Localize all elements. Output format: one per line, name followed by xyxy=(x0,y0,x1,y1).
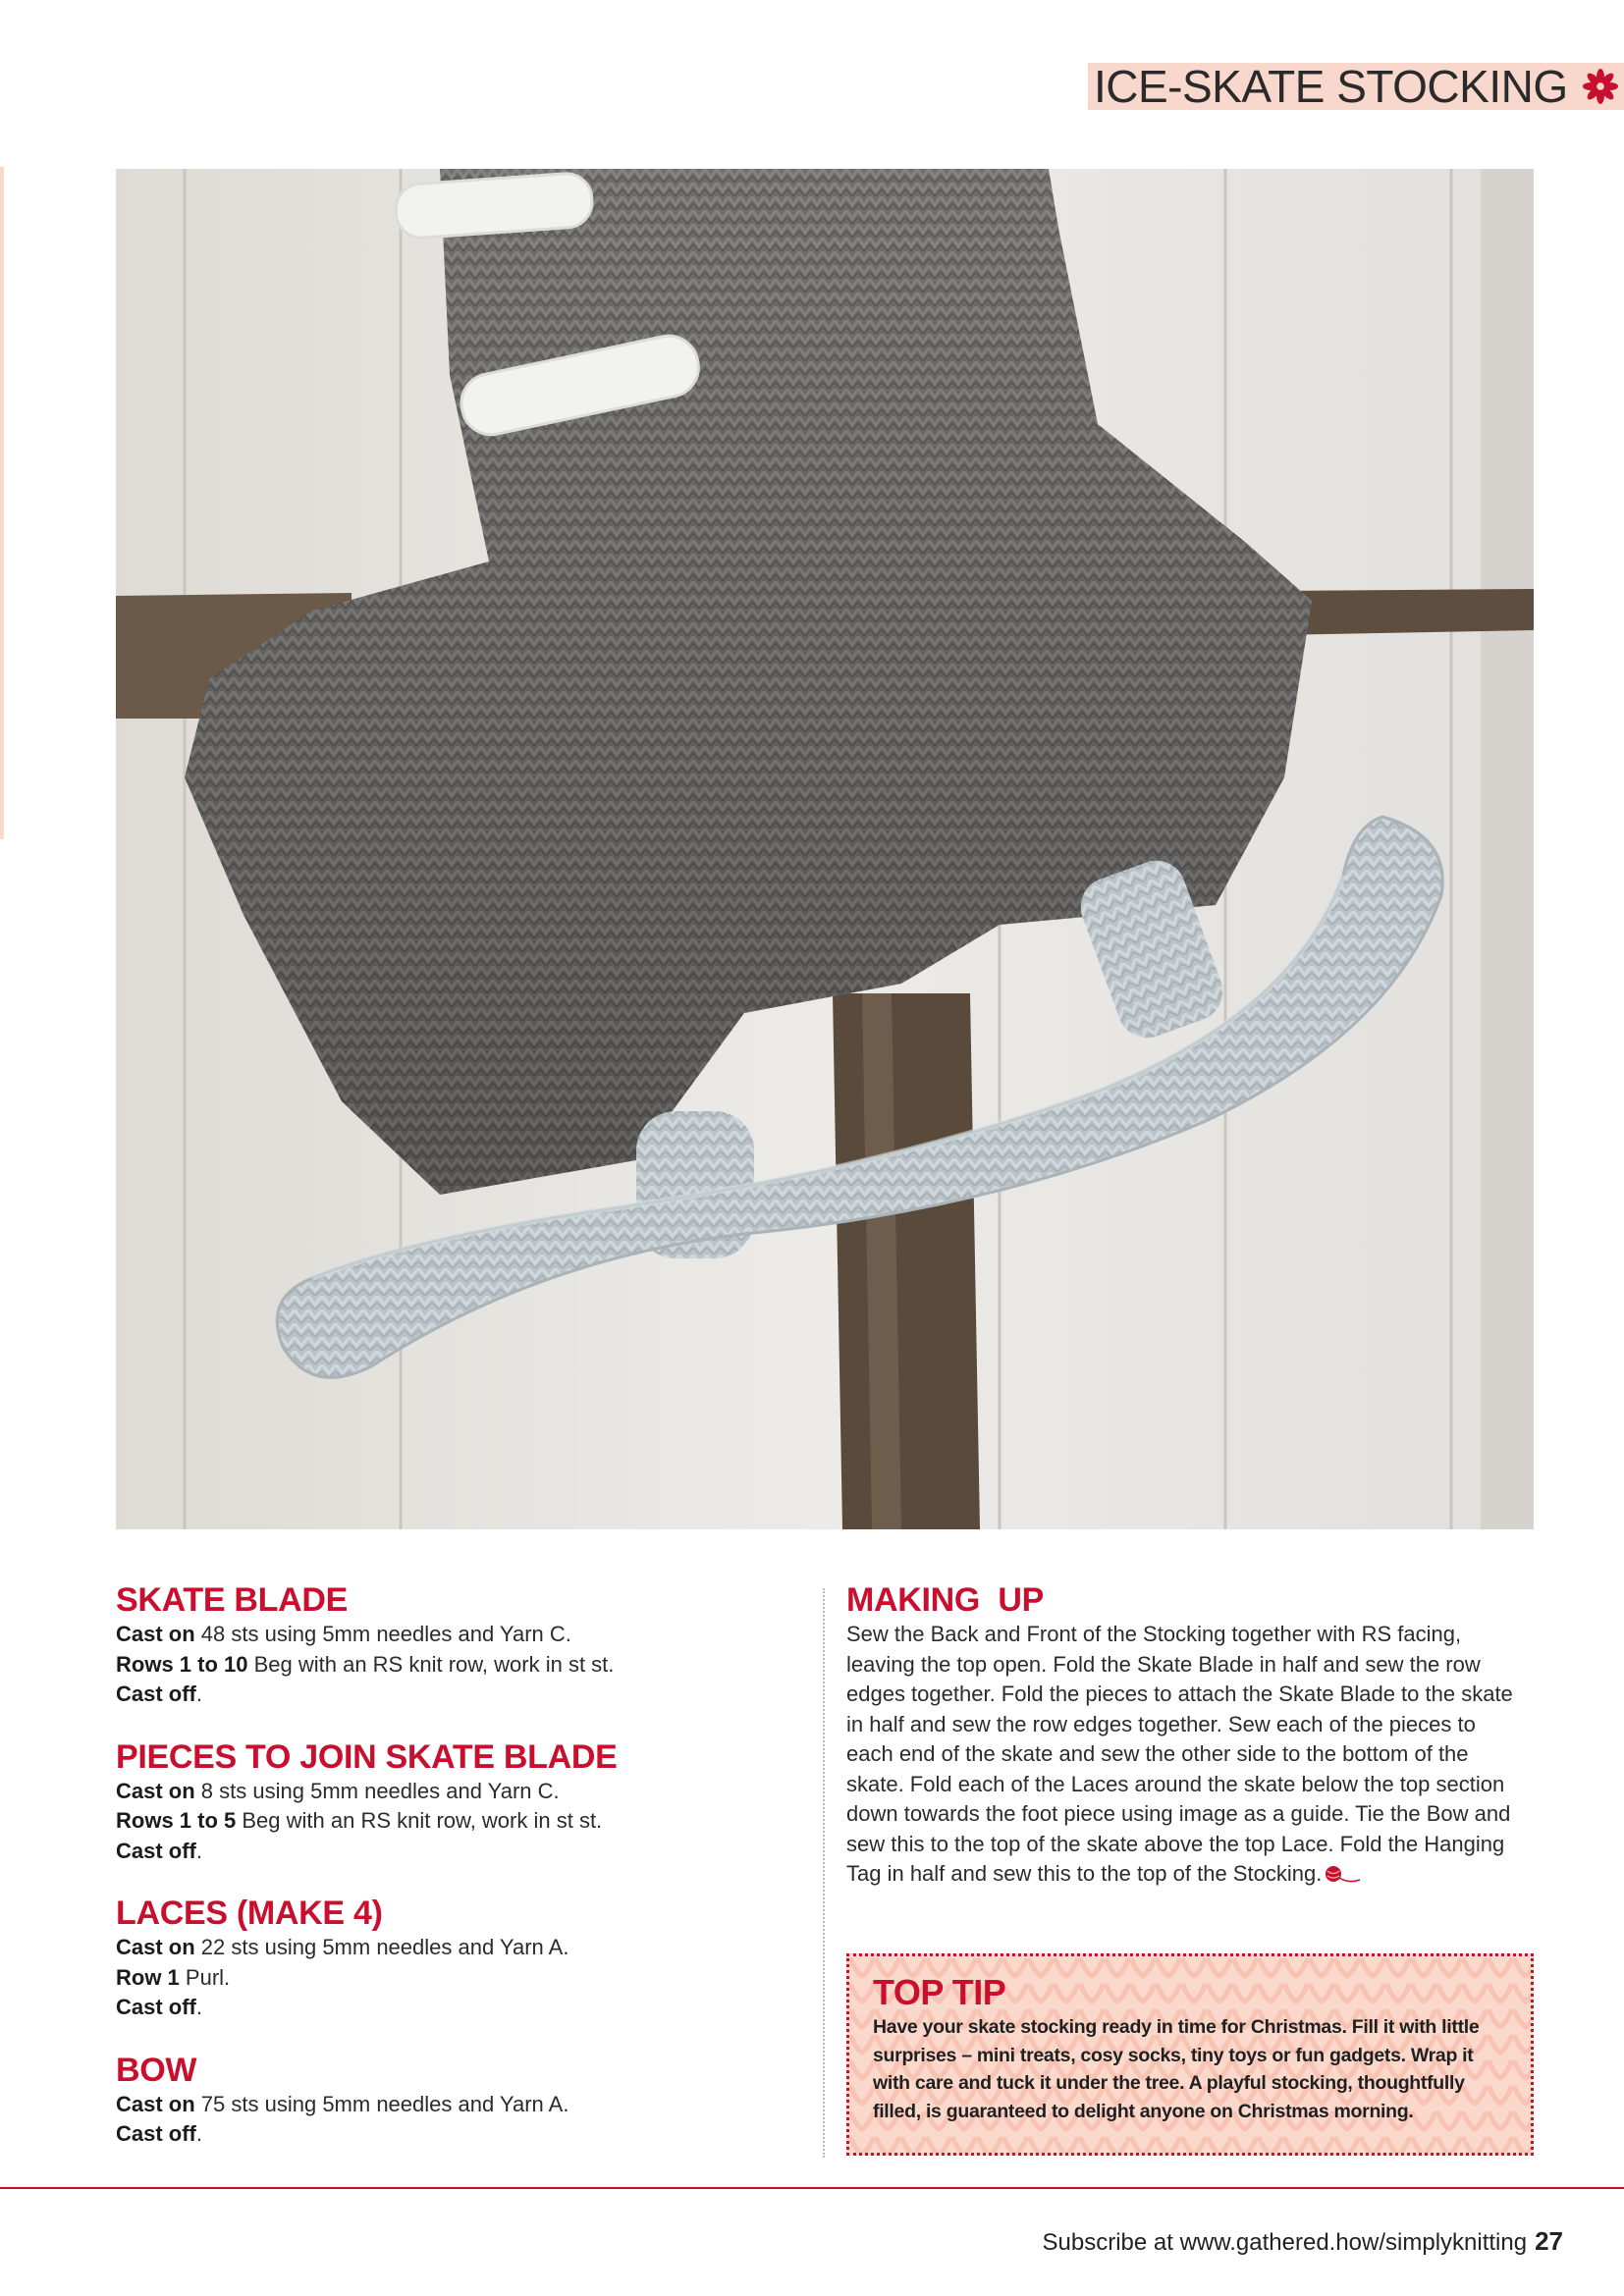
instruction-line: Rows 1 to 10 Beg with an RS knit row, work in st st. xyxy=(116,1651,615,1677)
section-skate-blade xyxy=(116,1580,823,1710)
page-number: 27 xyxy=(1535,2226,1563,2256)
subscribe-link[interactable]: Subscribe at www.gathered.how/simplyknitting xyxy=(1042,2229,1528,2256)
page-title: ICE-SKATE STOCKING xyxy=(1094,61,1568,112)
section-heading: BOW xyxy=(116,2051,197,2089)
making-up-heading: MAKING UP xyxy=(846,1581,1045,1619)
stocking-photo xyxy=(116,169,1534,1529)
section-heading: SKATE BLADE xyxy=(116,1581,348,1619)
instruction-line: Rows 1 to 5 Beg with an RS knit row, work in st st. xyxy=(116,1808,603,1833)
column-divider xyxy=(823,1588,825,2158)
section-heading: LACES (MAKE 4) xyxy=(116,1895,383,1932)
yarn-ball-icon xyxy=(1324,1864,1361,1884)
making-up-text: Sew the Back and Front of the Stocking together with RS facing, leaving the top open. Fold the Skate Blade in half and sew the row edges together. Fold the pieces to attach the Skate Blade to the skate in half and sew the row edges together. Sew each of the pieces to each end of the skate and sew the other side to the bottom of the skate. Fold each of the Laces around the skate below the top section down towards the foot piece using image as a guide. Tie the Bow and sew this to the top of the skate above the top Lace. Fold the Hanging Tag in half and sew this to the top of the Stocking. xyxy=(846,1622,1513,1886)
flower-icon xyxy=(1582,68,1619,105)
top-tip-box xyxy=(846,1953,1534,2156)
instruction-line: Cast on 75 sts using 5mm needles and Yarn A. xyxy=(116,2091,569,2116)
instruction-line: Cast on 48 sts using 5mm needles and Yarn C. xyxy=(116,1622,571,1646)
top-tip-text: Have your skate stocking ready in time for Christmas. Fill it with little surprises – mini treats, cosy socks, tiny toys or fun gadgets. Wrap it with care and tuck it under the tree. A playful stocking, thoughtfully filled, is guaranteed to delight anyone on Christmas morning. xyxy=(873,2016,1480,2122)
instruction-line: Cast off. xyxy=(116,1682,203,1706)
instruction-line: Cast on 8 sts using 5mm needles and Yarn C. xyxy=(116,1778,560,1803)
section-heading: PIECES TO JOIN SKATE BLADE xyxy=(116,1737,618,1776)
instruction-line: Cast on 22 sts using 5mm needles and Yarn A. xyxy=(116,1935,569,1959)
section-laces xyxy=(116,1894,823,2023)
page-footer xyxy=(1043,2226,1564,2257)
instruction-line: Cast off. xyxy=(116,1838,203,1863)
section-bow xyxy=(116,2051,823,2150)
top-tip-heading: TOP TIP xyxy=(873,1972,1006,2012)
instruction-line: Cast off. xyxy=(116,1995,203,2019)
edge-accent-strip xyxy=(0,167,4,839)
top-tip-content xyxy=(873,1972,1511,2125)
instruction-line: Cast off. xyxy=(116,2121,203,2146)
instruction-line: Row 1 Purl. xyxy=(116,1964,231,1990)
footer-rule xyxy=(0,2187,1624,2189)
making-up-column xyxy=(846,1580,1534,1890)
pattern-instructions-column xyxy=(116,1580,823,2177)
section-header-tag xyxy=(1088,63,1624,110)
section-pieces-to-join xyxy=(116,1737,823,1867)
